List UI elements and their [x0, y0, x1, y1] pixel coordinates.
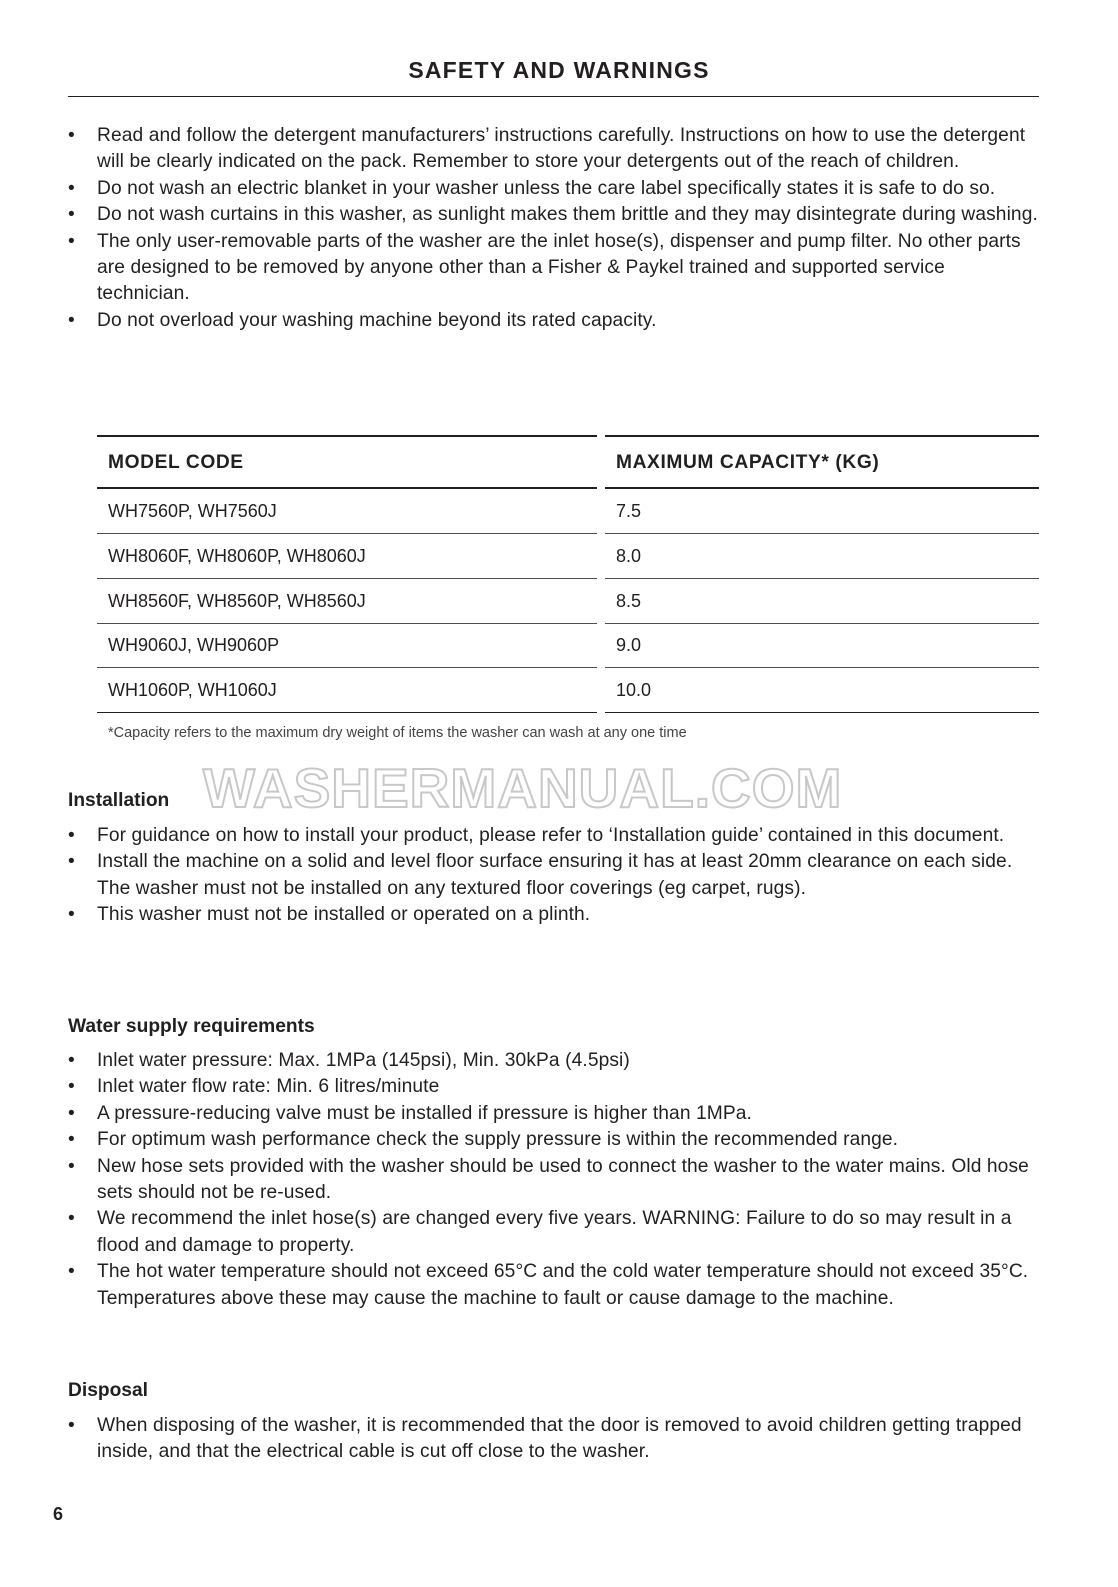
list-item-text: Inlet water flow rate: Min. 6 litres/minute: [97, 1076, 440, 1098]
list-item-text: When disposing of the washer, it is recommended that the door is removed to avoid children getting trapped inside, and that the electrical cable is cut off close to the washer.: [97, 1415, 1022, 1463]
table-cell-capacity: 8.0: [616, 546, 642, 566]
table-cell-capacity: 9.0: [616, 635, 642, 655]
list-item-text: Do not wash curtains in this washer, as sunlight makes them brittle and they may disintegrate during washing.: [97, 204, 1038, 226]
section-heading-water-supply: Water supply requirements: [68, 1016, 315, 1037]
bullet-icon: •: [68, 1102, 75, 1124]
column-header-model-code: MODEL CODE: [108, 452, 244, 473]
table-rule: [605, 667, 1039, 668]
table-cell-model: WH8060F, WH8060P, WH8060J: [108, 546, 366, 566]
list-item-text: Install the machine on a solid and level floor surface ensuring it has at least 20mm clearance on each side. The washer must not be installed on any textured floor coverings (eg carpet, rugs).: [97, 851, 1013, 899]
bullet-icon: •: [68, 230, 75, 252]
list-item: [68, 1127, 1043, 1153]
table-rule: [605, 712, 1039, 713]
table-cell-model: WH1060P, WH1060J: [108, 680, 277, 700]
water-supply-bullet-list: [68, 1048, 1043, 1312]
bullet-icon: •: [68, 1129, 75, 1151]
column-header-capacity: MAXIMUM CAPACITY* (KG): [616, 452, 880, 473]
installation-bullet-list: [68, 823, 1043, 929]
list-item: [68, 202, 1043, 228]
title-divider: [68, 96, 1039, 97]
bullet-icon: •: [68, 1050, 75, 1071]
list-item: [68, 1259, 1043, 1312]
page-title: SAFETY AND WARNINGS: [408, 57, 710, 83]
table-cell-capacity: 10.0: [616, 680, 652, 700]
list-item: [68, 1154, 1043, 1207]
list-item-text: Do not wash an electric blanket in your washer unless the care label specifically states it is safe to do so.: [97, 177, 996, 199]
table-rule: [97, 578, 597, 579]
list-item: [68, 902, 1043, 928]
list-item: [68, 1206, 1043, 1259]
list-item: [68, 229, 1043, 308]
intro-bullet-list: [68, 123, 1043, 334]
table-cell-capacity: 8.5: [616, 591, 642, 611]
list-item-text: This washer must not be installed or operated on a plinth.: [97, 904, 591, 926]
list-item-text: The hot water temperature should not exceed 65°C and the cold water temperature should not exceed 35°C. Temperatures above these may cause the machine to fault or cause damage to the machine.: [97, 1261, 1029, 1309]
list-item-text: Do not overload your washing machine beyond its rated capacity.: [97, 309, 657, 331]
list-item-text: Read and follow the detergent manufacturers’ instructions carefully. Instructions on how to use the detergent will be clearly indicated on the pack. Remember to store your detergents out of the reach of children.: [97, 125, 1026, 173]
table-rule: [605, 487, 1039, 489]
list-item-text: The only user-removable parts of the washer are the inlet hose(s), dispenser and pump filter. No other parts are designed to be removed by anyone other than a Fisher & Paykel trained and supported service technician.: [97, 230, 1021, 305]
bullet-icon: •: [68, 125, 75, 146]
bullet-icon: •: [68, 825, 75, 846]
table-rule: [97, 623, 597, 624]
list-item: [68, 1074, 1043, 1100]
list-item: [68, 308, 1043, 334]
list-item: [68, 849, 1043, 902]
table-rule: [97, 435, 597, 437]
table-rule: [605, 435, 1039, 437]
bullet-icon: •: [68, 851, 75, 873]
list-item-text: We recommend the inlet hose(s) are changed every five years. WARNING: Failure to do so may result in a flood and damage to property.: [97, 1208, 1012, 1256]
bullet-icon: •: [68, 309, 75, 331]
bullet-icon: •: [68, 1415, 75, 1436]
table-cell-model: WH8560F, WH8560P, WH8560J: [108, 591, 366, 611]
table-cell-capacity: 7.5: [616, 501, 642, 521]
bullet-icon: •: [68, 1261, 75, 1283]
table-rule: [97, 533, 597, 534]
bullet-icon: •: [68, 1076, 75, 1098]
list-item-text: For optimum wash performance check the supply pressure is within the recommended range.: [97, 1129, 899, 1151]
bullet-icon: •: [68, 204, 75, 226]
table-rule: [605, 533, 1039, 534]
page-number: 6: [53, 1504, 64, 1524]
table-cell-model: WH7560P, WH7560J: [108, 501, 277, 521]
disposal-bullet-list: [68, 1413, 1043, 1466]
list-item: [68, 1101, 1043, 1127]
list-item-text: A pressure-reducing valve must be installed if pressure is higher than 1MPa.: [97, 1102, 752, 1124]
bullet-icon: •: [68, 904, 75, 926]
bullet-icon: •: [68, 1208, 75, 1230]
list-item: [68, 176, 1043, 202]
list-item-text: Inlet water pressure: Max. 1MPa (145psi), Min. 30kPa (4.5psi): [97, 1050, 630, 1071]
bullet-icon: •: [68, 1155, 75, 1177]
table-rule: [97, 667, 597, 668]
list-item: [68, 823, 1043, 849]
table-footnote: *Capacity refers to the maximum dry weight of items the washer can wash at any one time: [108, 725, 687, 741]
table-rule: [605, 623, 1039, 624]
table-cell-model: WH9060J, WH9060P: [108, 635, 280, 655]
table-rule: [605, 578, 1039, 579]
bullet-icon: •: [68, 177, 75, 199]
list-item-text: New hose sets provided with the washer should be used to connect the washer to the water mains. Old hose sets should not be re-used.: [97, 1155, 1029, 1204]
list-item-text: For guidance on how to install your product, please refer to ‘Installation guide’ contained in this document.: [97, 825, 1005, 846]
list-item: [68, 1413, 1043, 1466]
table-rule: [97, 487, 597, 489]
section-heading-disposal: Disposal: [68, 1380, 148, 1401]
section-heading-installation: Installation: [68, 790, 170, 811]
list-item: [68, 1048, 1043, 1074]
table-rule: [97, 712, 597, 713]
list-item: [68, 123, 1043, 176]
watermark: WASHERMANUAL.COM: [203, 757, 843, 819]
